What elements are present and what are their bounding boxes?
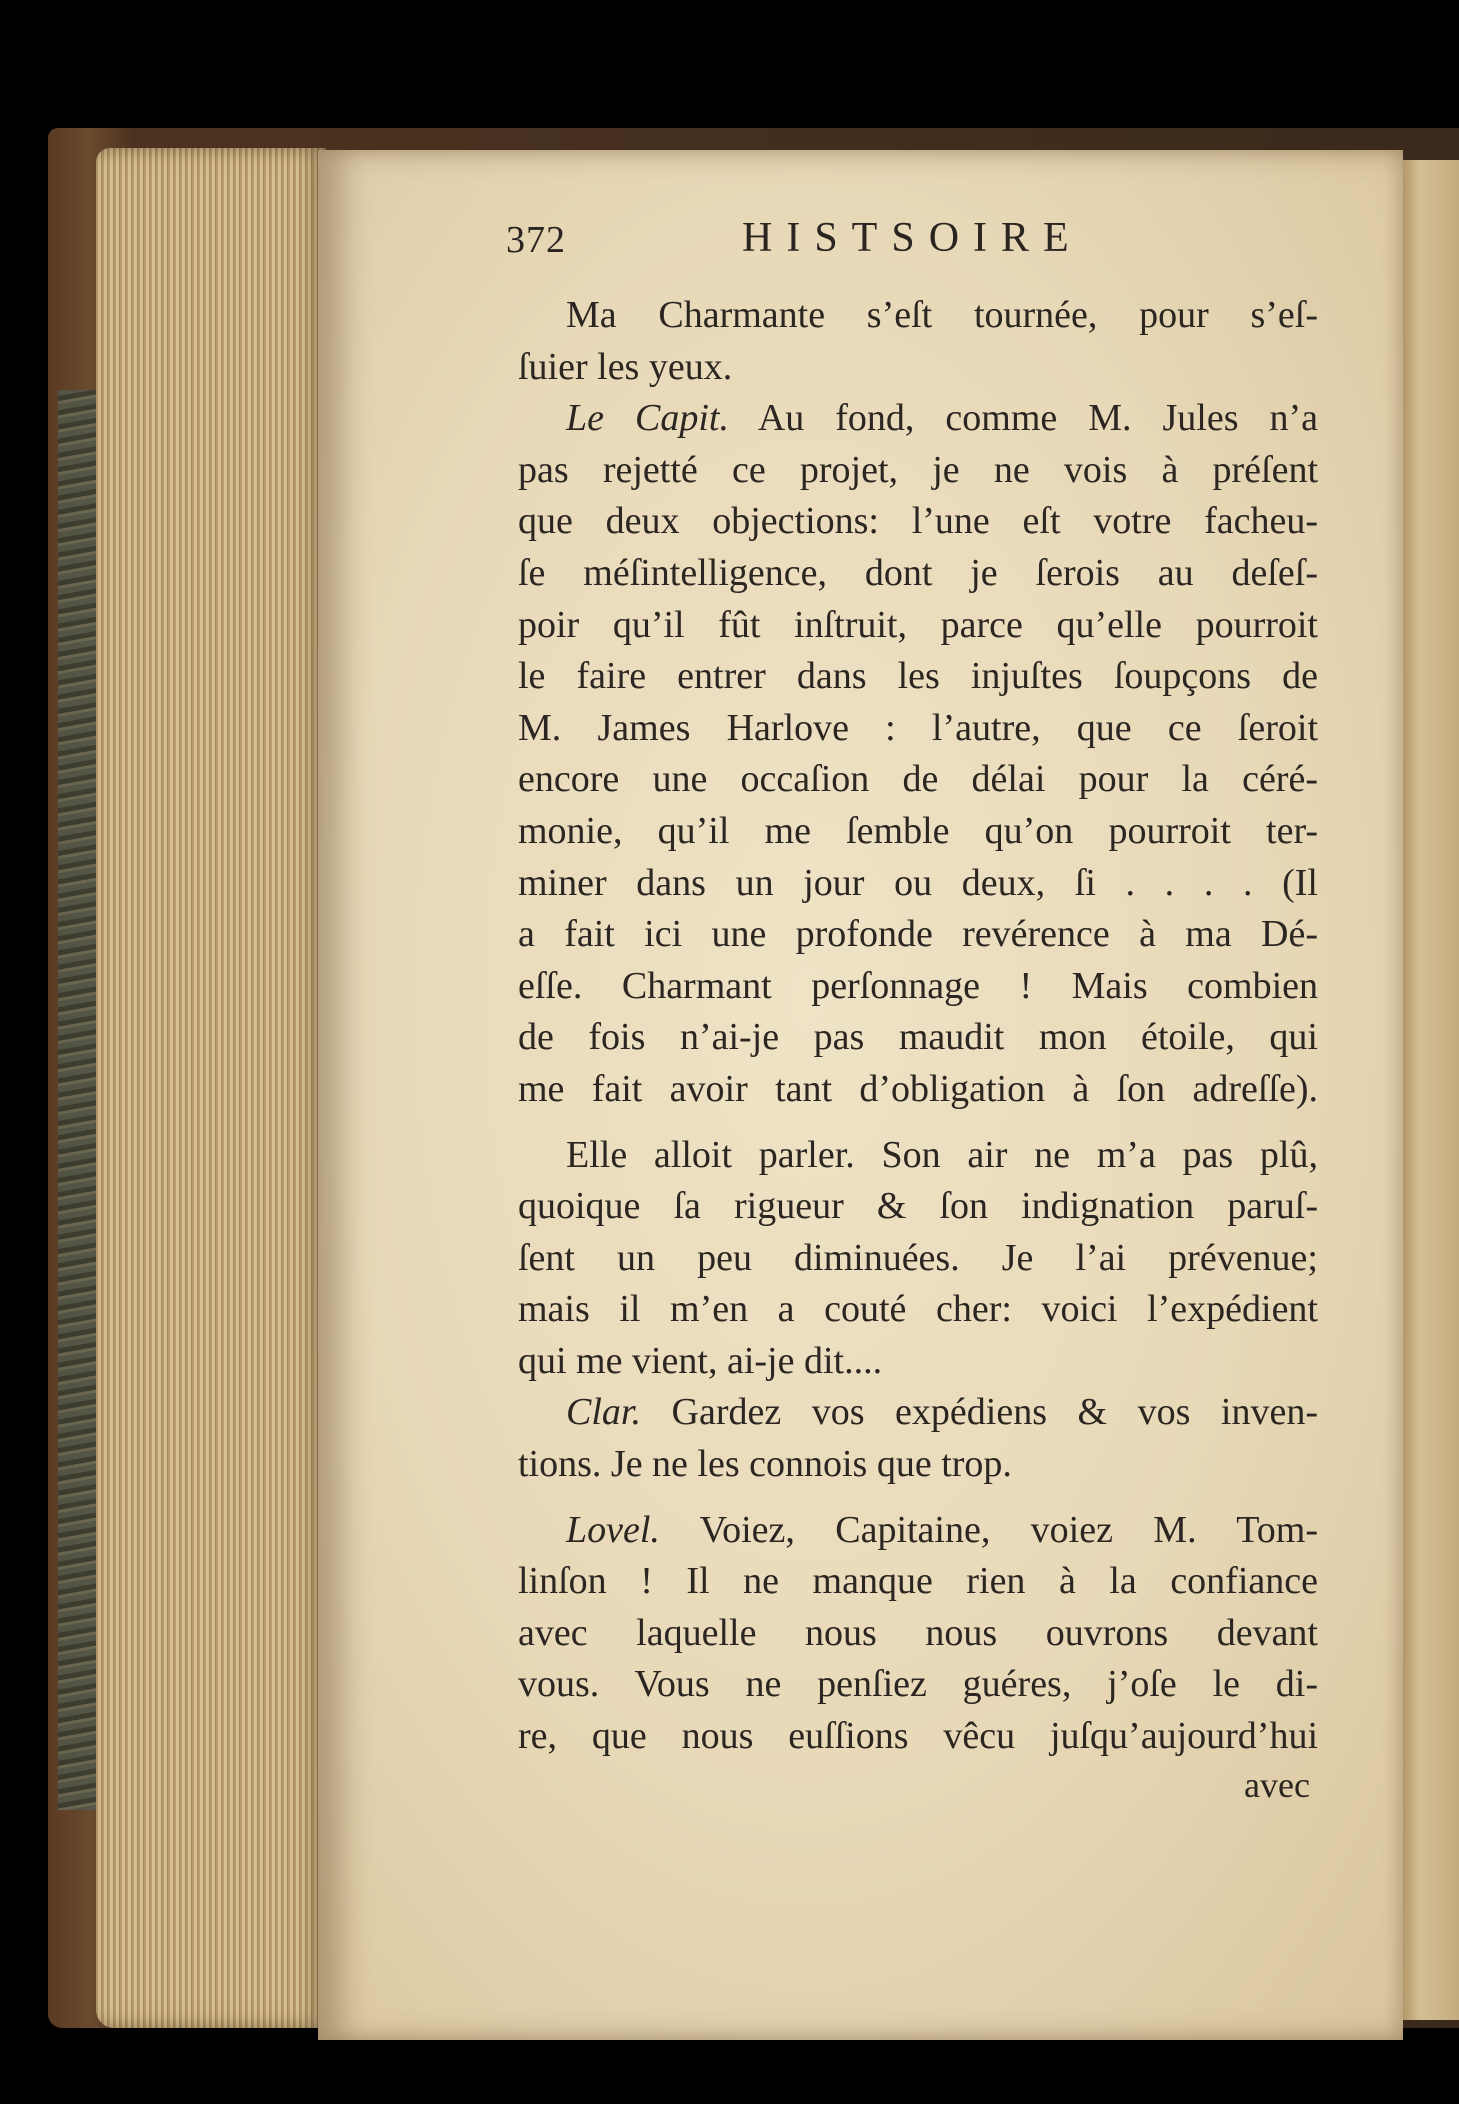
paragraph-gap (518, 1116, 1318, 1130)
speaker-line (518, 1505, 1318, 1557)
running-title: HISTSOIRE (742, 215, 1083, 261)
page-number: 372 (506, 219, 566, 261)
speaker-label: Clar. (566, 1391, 641, 1434)
catchword: avec (1244, 1765, 1310, 1805)
text-line: re, que nous euſſions vêcu juſqu’aujourd’hui (518, 1715, 1318, 1758)
text-line: ſuier les yeux. (518, 345, 733, 388)
facing-page-edge (1403, 160, 1459, 2020)
text-line: ſe méſintelligence, dont je ſerois au deſeſ- (518, 551, 1318, 594)
text-line: le faire entrer dans les injuſtes ſoupçons de (518, 655, 1318, 698)
speaker-line (518, 393, 1318, 445)
text-line: tions. Je ne les connois que trop. (518, 1443, 1012, 1486)
text-line: M. James Harlove : l’autre, que ce ſeroit (518, 706, 1318, 749)
text-line: monie, qu’il me ſemble qu’on pourroit ter- (518, 809, 1318, 852)
page-text (518, 290, 1318, 1763)
text-line: vous. Vous ne penſiez guéres, j’oſe le di- (518, 1663, 1318, 1706)
text-line: qui me vient, ai-je dit.... (518, 1339, 883, 1382)
speaker-line-text: Au fond, comme M. Jules n’a (728, 397, 1319, 440)
speaker-label: Lovel. (566, 1508, 660, 1551)
text-line: poir qu’il fût inſtruit, parce qu’elle pourroit (518, 603, 1318, 646)
text-line: miner dans un jour ou deux, ſi . . . . (Il (518, 861, 1318, 904)
text-line: linſon ! Il ne manque rien à la confiance (518, 1560, 1318, 1603)
text-line: de fois n’ai-je pas maudit mon étoile, qui (518, 1016, 1318, 1059)
page-edges-stack (96, 148, 326, 2028)
text-line: encore une occaſion de délai pour la céré- (518, 758, 1318, 801)
paragraph-gap (518, 1491, 1318, 1505)
text-line: me fait avoir tant d’obligation à ſon adreſſe). (518, 1067, 1318, 1110)
text-line: que deux objections: l’une eſt votre facheu- (518, 500, 1318, 543)
text-line: ſent un peu diminuées. Je l’ai prévenue; (518, 1236, 1318, 1279)
text-line: eſſe. Charmant perſonnage ! Mais combien (518, 964, 1318, 1007)
text-line: a fait ici une profonde revérence à ma Dé- (518, 913, 1318, 956)
text-line: Ma Charmante s’eſt tournée, pour s’eſ- (566, 294, 1318, 336)
speaker-line-text: Gardez vos expédiens & vos inven- (640, 1391, 1318, 1434)
text-line: mais il m’en a couté cher: voici l’expédient (518, 1288, 1318, 1331)
speaker-line-text: Voiez, Capitaine, voiez M. Tom- (659, 1508, 1318, 1551)
text-line: quoique ſa rigueur & ſon indignation paruſ- (518, 1185, 1318, 1228)
speaker-line (518, 1387, 1318, 1439)
text-line: Elle alloit parler. Son air ne m’a pas plû, (566, 1133, 1318, 1176)
text-line: avec laquelle nous nous ouvrons devant (518, 1611, 1318, 1654)
text-line: pas rejetté ce projet, je ne vois à préſent (518, 448, 1318, 491)
speaker-label: Le Capit. (566, 397, 729, 440)
